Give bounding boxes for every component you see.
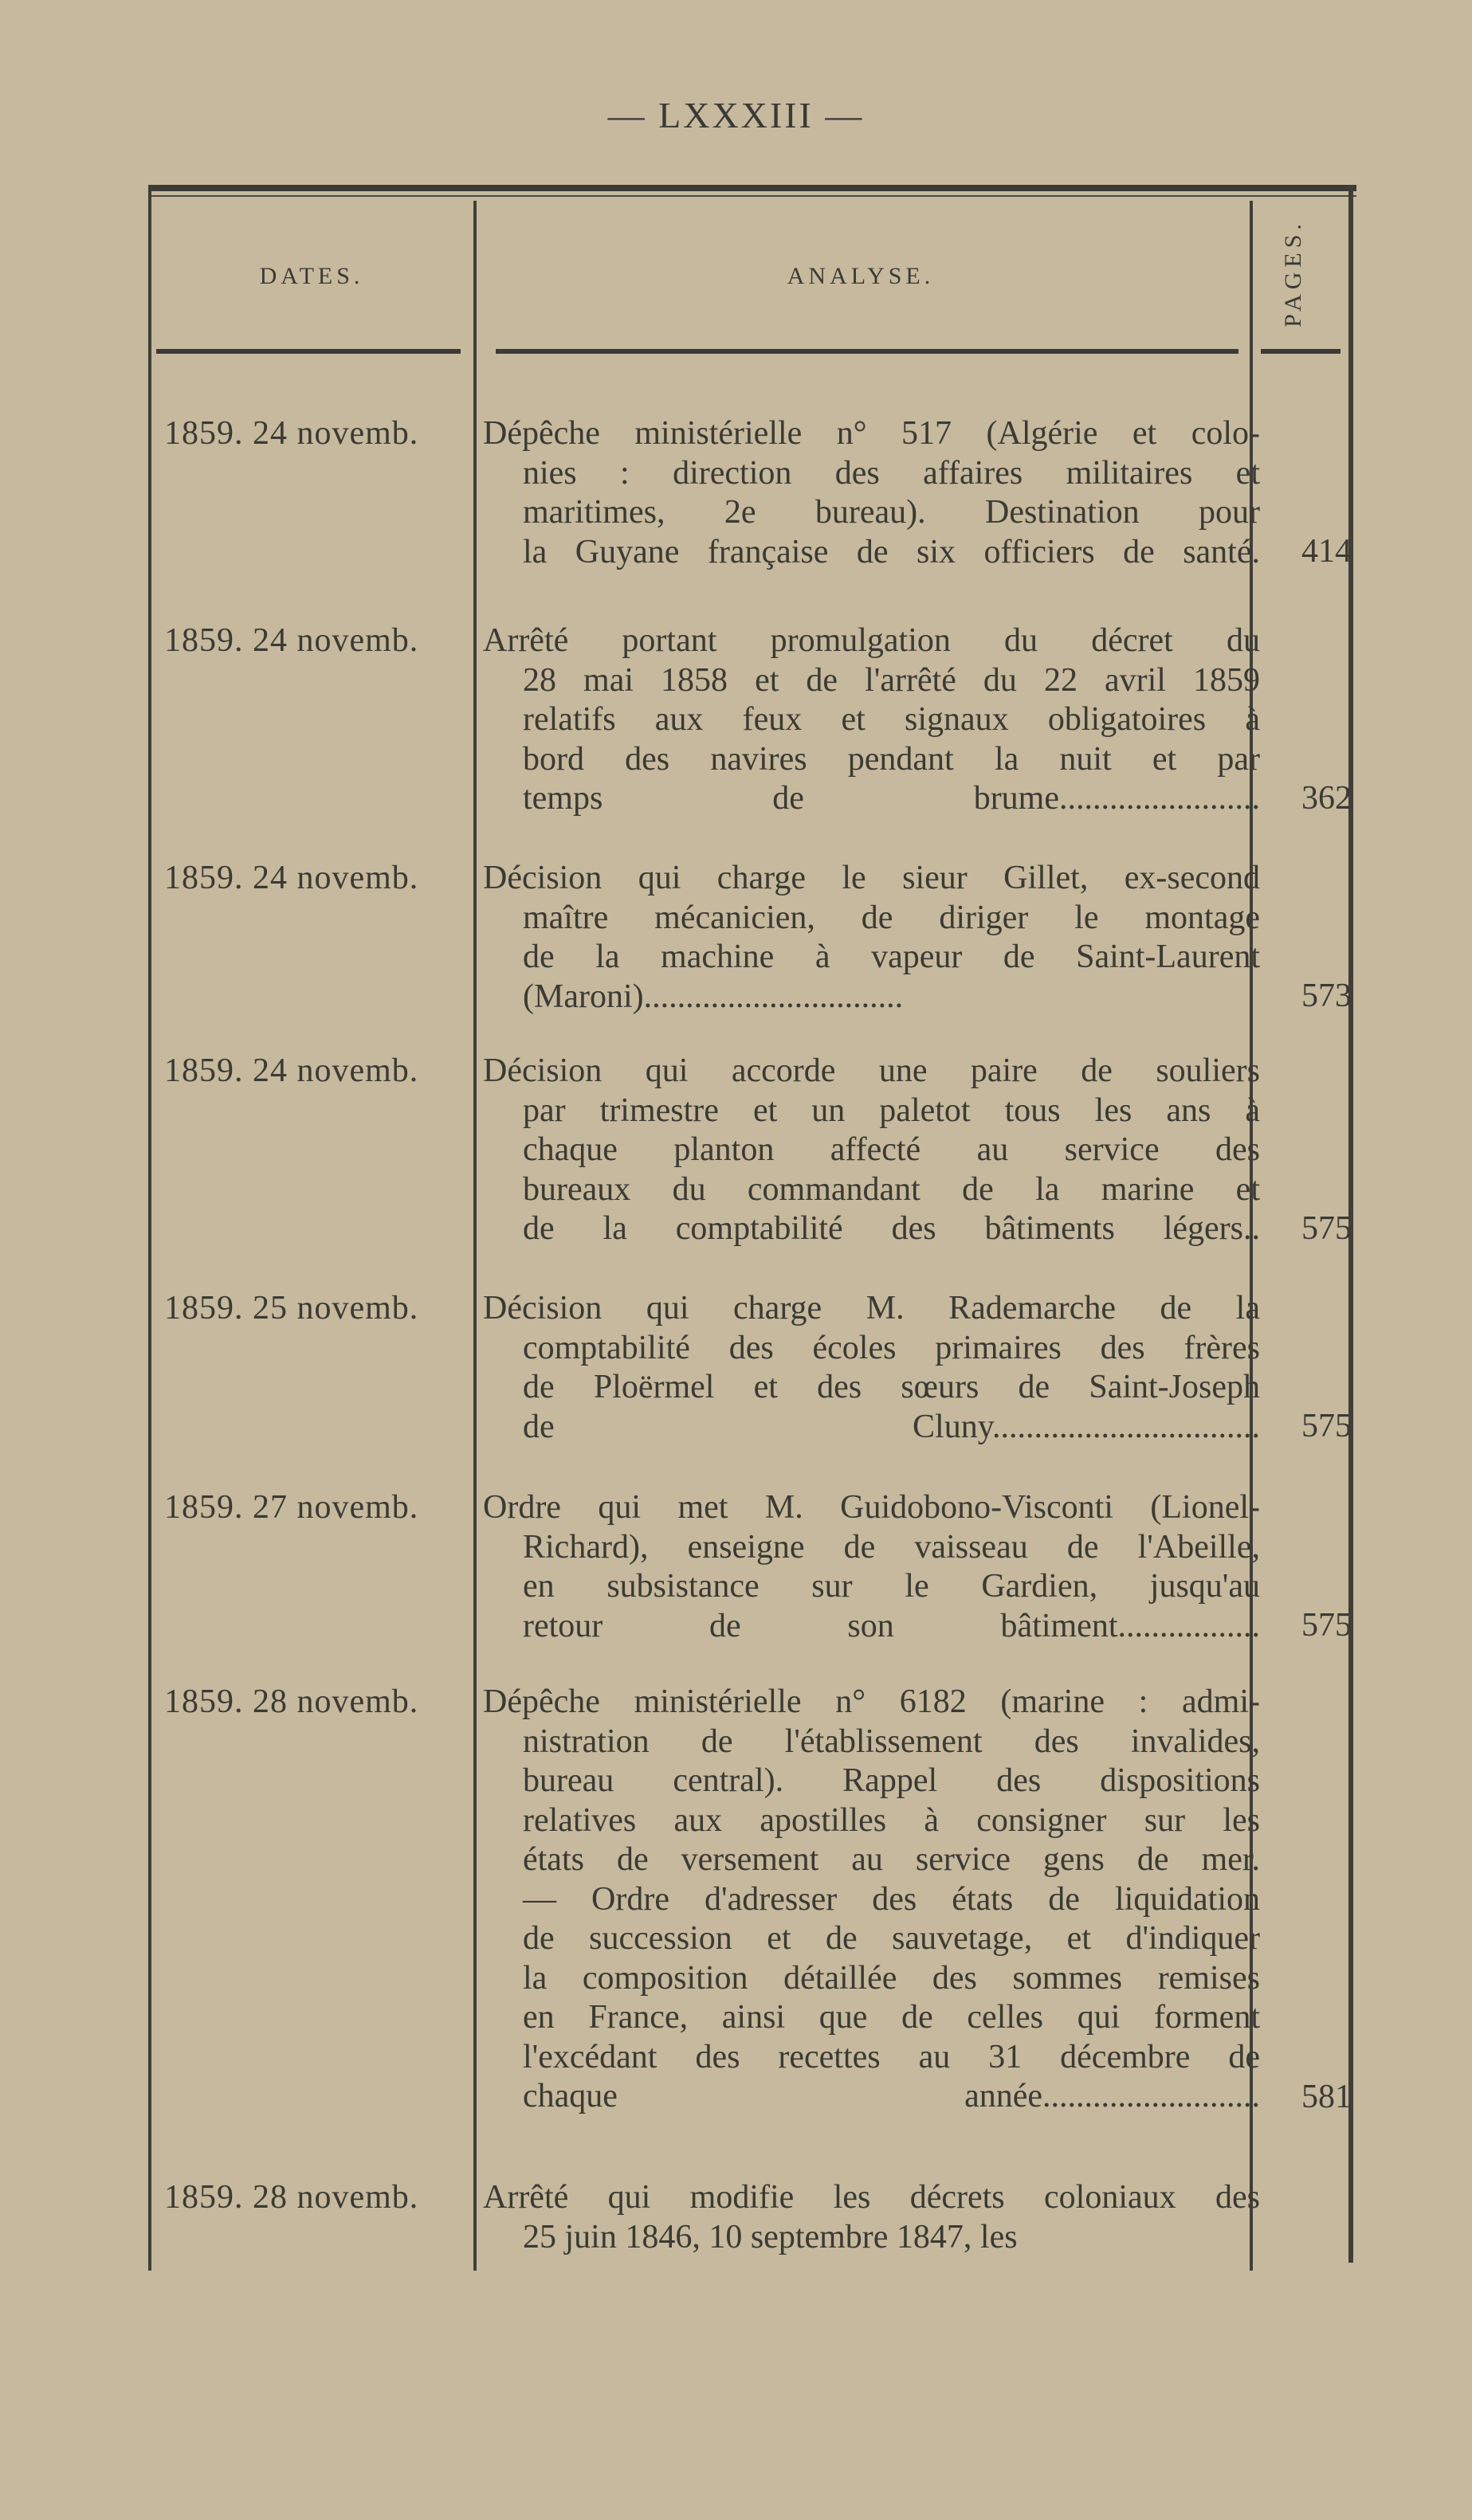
analyse-line: l'excédant des recettes au 31 décembre de — [523, 2038, 1260, 2075]
entry-date: 1859. 24 novemb. — [164, 860, 419, 896]
entry-analyse — [483, 1289, 1260, 1447]
entry-analyse — [483, 414, 1260, 572]
entry-page: 414 — [1301, 533, 1352, 570]
analyse-line: Décision qui charge le sieur Gillet, ex-second — [483, 860, 1260, 896]
analyse-line: de Cluny................................ — [523, 1408, 1260, 1445]
analyse-line: Richard), enseigne de vaisseau de l'Abeille, — [523, 1528, 1260, 1566]
analyse-line: (Maroni)............................... — [523, 978, 904, 1015]
analyse-line: Arrêté qui modifie les décrets coloniaux des — [483, 2179, 1260, 2216]
top-rule-thin — [148, 195, 1356, 197]
analyse-line: en France, ainsi que de celles qui forment — [523, 1999, 1260, 2036]
analyse-line: relatifs aux feux et signaux obligatoires à — [523, 701, 1260, 738]
analyse-line: maritimes, 2e bureau). Destination pour — [523, 494, 1260, 531]
analyse-header-rule — [496, 349, 1238, 354]
entry-date: 1859. 28 novemb. — [164, 1683, 419, 1720]
entry-analyse — [483, 1683, 1260, 2117]
analyse-line: comptabilité des écoles primaires des frères — [523, 1329, 1260, 1366]
entry-analyse — [483, 1488, 1260, 1646]
analyse-line: par trimestre et un paletot tous les ans à — [523, 1091, 1260, 1129]
entry-date: 1859. 24 novemb. — [164, 622, 419, 659]
entry-page: 573 — [1301, 978, 1352, 1014]
pages-header-label: PAGES. — [1280, 219, 1306, 327]
pages-header — [1250, 214, 1337, 333]
analyse-line: chaque année.......................... — [523, 2078, 1260, 2114]
analyse-line: de la machine à vapeur de Saint-Laurent — [523, 939, 1260, 975]
analyse-line: la composition détaillée des sommes remises — [523, 1959, 1260, 1997]
entry-analyse — [483, 2178, 1260, 2257]
analyse-line: de la comptabilité des bâtiments légers.. — [523, 1210, 1260, 1247]
analyse-line: bureaux du commandant de la marine et — [523, 1170, 1260, 1208]
entry-date: 1859. 28 novemb. — [164, 2179, 419, 2216]
pages-header-rule — [1261, 349, 1341, 354]
analyse-line: nies : direction des affaires militaires et — [523, 454, 1260, 492]
dates-header-rule — [156, 349, 461, 354]
entry-date: 1859. 27 novemb. — [164, 1489, 419, 1526]
entry-analyse — [483, 1052, 1260, 1249]
analyse-line: relatives aux apostilles à consigner sur les — [523, 1801, 1260, 1839]
entry-page: 362 — [1301, 780, 1352, 817]
entry-date: 1859. 24 novemb. — [164, 415, 419, 452]
analyse-line: en subsistance sur le Gardien, jusqu'au — [523, 1568, 1260, 1605]
entry-analyse — [483, 859, 1260, 1017]
entry-analyse — [483, 621, 1260, 819]
analyse-line: — Ordre d'adresser des états de liquidation — [523, 1880, 1260, 1918]
analyse-line: Ordre qui met M. Guidobono-Visconti (Lionel- — [483, 1489, 1260, 1526]
analyse-line: Dépêche ministérielle n° 517 (Algérie et colo- — [483, 415, 1260, 452]
entry-page: 581 — [1301, 2079, 1352, 2115]
entry-page: 575 — [1301, 1210, 1352, 1247]
analyse-header: ANALYSE. — [787, 263, 935, 289]
analyse-line: Arrêté portant promulgation du décret du — [483, 622, 1260, 659]
analyse-line: bureau central). Rappel des dispositions — [523, 1762, 1260, 1799]
analyse-line: Dépêche ministérielle n° 6182 (marine : admi- — [483, 1683, 1260, 1720]
top-rule — [148, 185, 1356, 191]
analyse-line: états de versement au service gens de mer. — [523, 1841, 1260, 1878]
analyse-line: 28 mai 1858 et de l'arrêté du 22 avril 1859 — [523, 661, 1260, 699]
analyse-line: Décision qui accorde une paire de souliers — [483, 1052, 1260, 1089]
analyse-line: retour de son bâtiment................. — [523, 1607, 1260, 1644]
entry-date: 1859. 24 novemb. — [164, 1052, 419, 1089]
analyse-line: de succession et de sauvetage, et d'indiquer — [523, 1920, 1260, 1957]
entry-page: 575 — [1301, 1408, 1352, 1444]
analyse-line: 25 juin 1846, 10 septembre 1847, les — [523, 2218, 1018, 2255]
entry-date: 1859. 25 novemb. — [164, 1290, 419, 1327]
dates-header: DATES. — [259, 263, 364, 289]
analyse-line: temps de brume........................ — [523, 780, 1260, 817]
analyse-line: de Ploërmel et des sœurs de Saint-Joseph — [523, 1369, 1260, 1405]
left-border — [148, 185, 151, 2271]
analyse-line: bord des navires pendant la nuit et par — [523, 740, 1260, 778]
entry-page: 575 — [1301, 1607, 1352, 1644]
analyse-line: chaque planton affecté au service des — [523, 1131, 1260, 1168]
analyse-line: maître mécanicien, de diriger le montage — [523, 899, 1260, 936]
analyse-line: Décision qui charge M. Rademarche de la — [483, 1290, 1260, 1327]
analyse-line: la Guyane française de six officiers de santé. — [523, 533, 1260, 570]
analyse-line: nistration de l'établissement des invalides, — [523, 1722, 1260, 1760]
page-number: — LXXXIII — — [607, 95, 865, 135]
dates-divider — [473, 201, 477, 2271]
